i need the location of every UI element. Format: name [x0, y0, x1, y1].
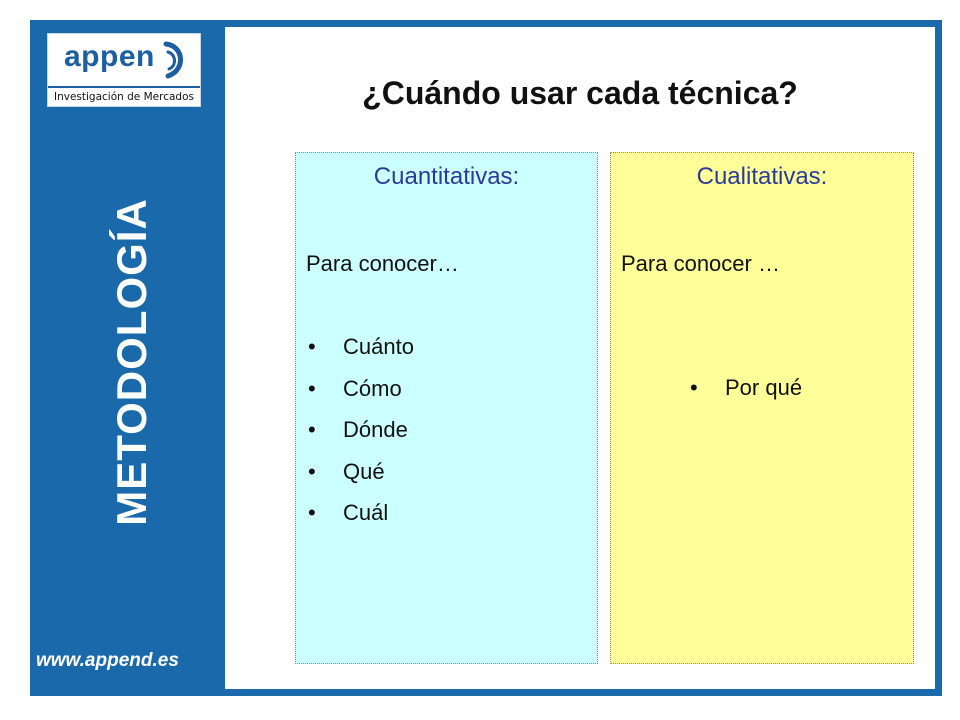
list-item-label: Cuánto [343, 334, 414, 359]
section-title-vertical: METODOLOGÍA [108, 198, 155, 526]
qualitative-column [610, 152, 914, 664]
logo-wordmark: appen [64, 40, 155, 73]
list-item [308, 460, 414, 502]
bullet-icon: • [308, 500, 316, 525]
list-item-label: Por qué [725, 375, 803, 400]
quantitative-list [308, 335, 414, 543]
website-url: www.append.es [36, 650, 179, 671]
quantitative-column [295, 152, 598, 664]
list-item [308, 418, 414, 460]
logo-tagline: Investigación de Mercados [48, 86, 200, 108]
list-item [308, 335, 414, 377]
qualitative-header: Cualitativas: [696, 163, 828, 190]
list-item-label: Cómo [343, 375, 402, 401]
bullet-icon: • [308, 375, 316, 401]
slide-title: ¿Cuándo usar cada técnica? [362, 75, 798, 111]
bullet-icon: • [308, 334, 316, 359]
bullet-icon: • [690, 375, 698, 400]
qualitative-list [690, 376, 802, 418]
bullet-icon: • [308, 417, 316, 442]
logo-swoosh-icon [160, 40, 190, 80]
qualitative-lead: Para conocer … [621, 251, 780, 276]
list-item [690, 376, 802, 418]
quantitative-header: Cuantitativas: [373, 163, 520, 190]
list-item [308, 501, 414, 543]
list-item [308, 377, 414, 419]
quantitative-lead: Para conocer… [306, 251, 459, 276]
list-item-label: Qué [343, 458, 385, 484]
list-item-label: Dónde [343, 417, 408, 442]
bullet-icon: • [308, 458, 316, 484]
append-logo [47, 33, 201, 107]
list-item-label: Cuál [343, 500, 389, 525]
